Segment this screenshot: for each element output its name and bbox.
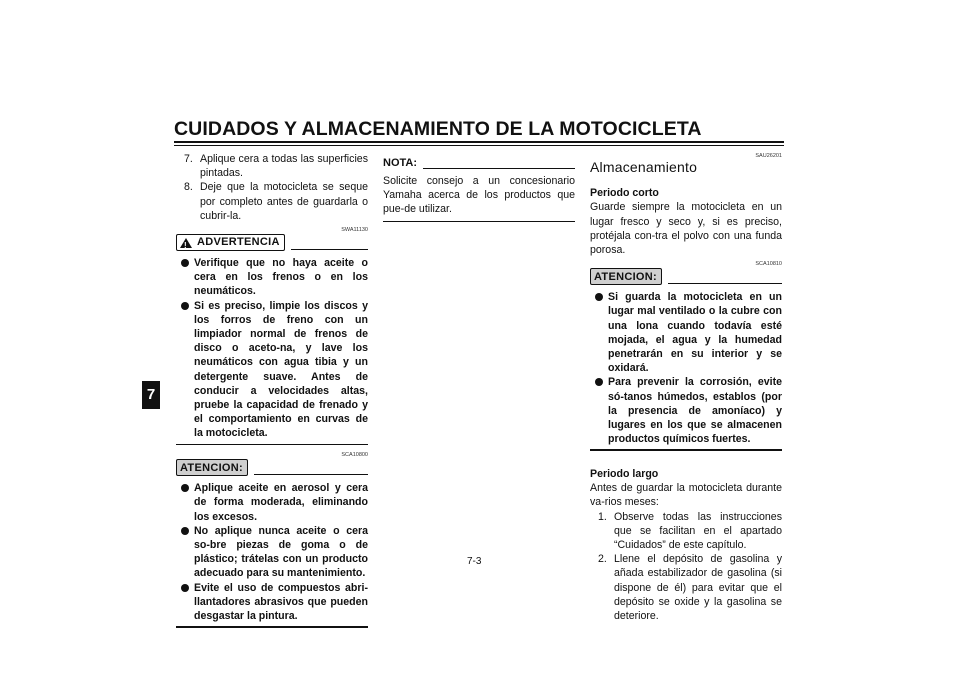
note-end-rule [383, 221, 575, 222]
caution-label-box [176, 459, 248, 476]
caution-item [176, 581, 368, 624]
warning-label: ADVERTENCIA [197, 236, 280, 249]
note-text: Solicite consejo a un concesionario Yamaha acerca de los productos que pue-de utilizar. [383, 175, 575, 216]
note-header-rule [423, 168, 575, 169]
step-text: Observe todas las instrucciones que se facilitan en el apartado “Cuidados” de este capítulo. [614, 510, 782, 551]
step-number: 8. [184, 181, 193, 194]
step-item [176, 152, 368, 180]
caution-item-text: Evite el uso de compuestos abri-llantadores abrasivos que pueden desgastar la pintura. [194, 581, 368, 622]
long-text: Antes de guardar la motocicleta durante va-rios meses: [590, 482, 782, 509]
caution-item-text: No aplique nunca aceite o cera so-bre piezas de goma o de plástico; trátelas con un producto adecuado para su mantenimiento. [194, 524, 368, 580]
caution-header [176, 460, 368, 476]
note-label: NOTA: [383, 156, 418, 169]
step-item [590, 552, 782, 623]
caution-header [590, 269, 782, 285]
title-rule-thin [174, 145, 784, 146]
step-text: Deje que la motocicleta se seque por completo antes de guardarla o cubrir-la. [200, 181, 368, 222]
warning-item-text: Verifique que no haya aceite o cera en los frenos o en los neumáticos. [194, 257, 368, 298]
bullet-icon [181, 302, 189, 310]
step-text: Aplique cera a todas las superficies pintadas. [200, 153, 368, 180]
step-item [590, 510, 782, 553]
caution-item [590, 375, 782, 446]
warning-header-rule [291, 249, 368, 250]
subheading-short: Periodo corto [590, 187, 659, 200]
page-title: CUIDADOS Y ALMACENAMIENTO DE LA MOTOCICLETA [174, 118, 702, 140]
caution-label: ATENCION: [594, 270, 657, 283]
page-number: 7-3 [467, 556, 482, 567]
warning-header [176, 235, 368, 251]
column-right [590, 152, 782, 623]
warning-triangle-icon [180, 238, 192, 248]
caution-end-rule [176, 626, 368, 628]
caution-item-text: Si guarda la motocicleta en un lugar mal ventilado o la cubre con una lona cuando todavía esté mojada, el agua y la humedad penetrarán en su interior y se oxidará. [608, 291, 782, 375]
step-number: 1. [598, 510, 607, 523]
bullet-icon [595, 378, 603, 386]
warning-item [176, 256, 368, 299]
section-heading: Almacenamiento [590, 159, 698, 175]
short-text: Guarde siempre la motocicleta en un lugar fresco y seco y, si es preciso, protéjala con-tra el polvo con una funda porosa. [590, 201, 782, 257]
warning-end-rule [176, 444, 368, 446]
section-code: SAU26201 [755, 153, 782, 159]
caution-end-rule [590, 449, 782, 451]
step-item [176, 180, 368, 223]
caution-item-text: Aplique aceite en aerosol y cera de forma moderada, eliminando los excesos. [194, 482, 368, 523]
bullet-icon [181, 259, 189, 267]
column-left [176, 152, 368, 628]
caution-item-text: Para prevenir la corrosión, evite só-tanos húmedos, establos (por la presencia de amoníaco) y lugares en los que se almacenen productos químicos fuertes. [608, 376, 782, 446]
warning-item-text: Si es preciso, limpie los discos y los forros de freno con un limpiador normal de frenos de disco o aceto-na, y lave los neumáticos con agua tibia y un detergente suave. Antes de conducir a velocidades altas, pruebe la capacidad de frenado y el comportamiento en curvas de la motocicleta. [194, 299, 368, 440]
bullet-icon [181, 527, 189, 535]
warning-code: SWA11130 [341, 227, 368, 234]
warning-item [176, 299, 368, 441]
caution-label: ATENCION: [180, 461, 243, 474]
chapter-tab: 7 [142, 381, 160, 409]
bullet-icon [181, 484, 189, 492]
title-rule [174, 141, 784, 143]
bullet-icon [181, 584, 189, 592]
step-text: Llene el depósito de gasolina y añada estabilizador de gasolina (si dispone de él) para evitar que el depósito se oxide y la gasolina se deteriore. [614, 553, 782, 622]
subheading-long: Periodo largo [590, 467, 659, 480]
caution-code: SCA10810 [755, 261, 782, 268]
caution-item [176, 524, 368, 581]
caution-item [590, 290, 782, 375]
warning-label-box [176, 234, 285, 251]
caution-item [176, 481, 368, 524]
caution-header-rule [668, 283, 782, 284]
caution-label-box [590, 268, 662, 285]
caution-code: SCA10800 [341, 452, 368, 459]
column-middle [383, 156, 575, 222]
note-header [383, 156, 575, 170]
bullet-icon [595, 293, 603, 301]
step-number: 7. [184, 153, 193, 165]
step-number: 2. [598, 553, 607, 566]
caution-header-rule [254, 474, 368, 475]
